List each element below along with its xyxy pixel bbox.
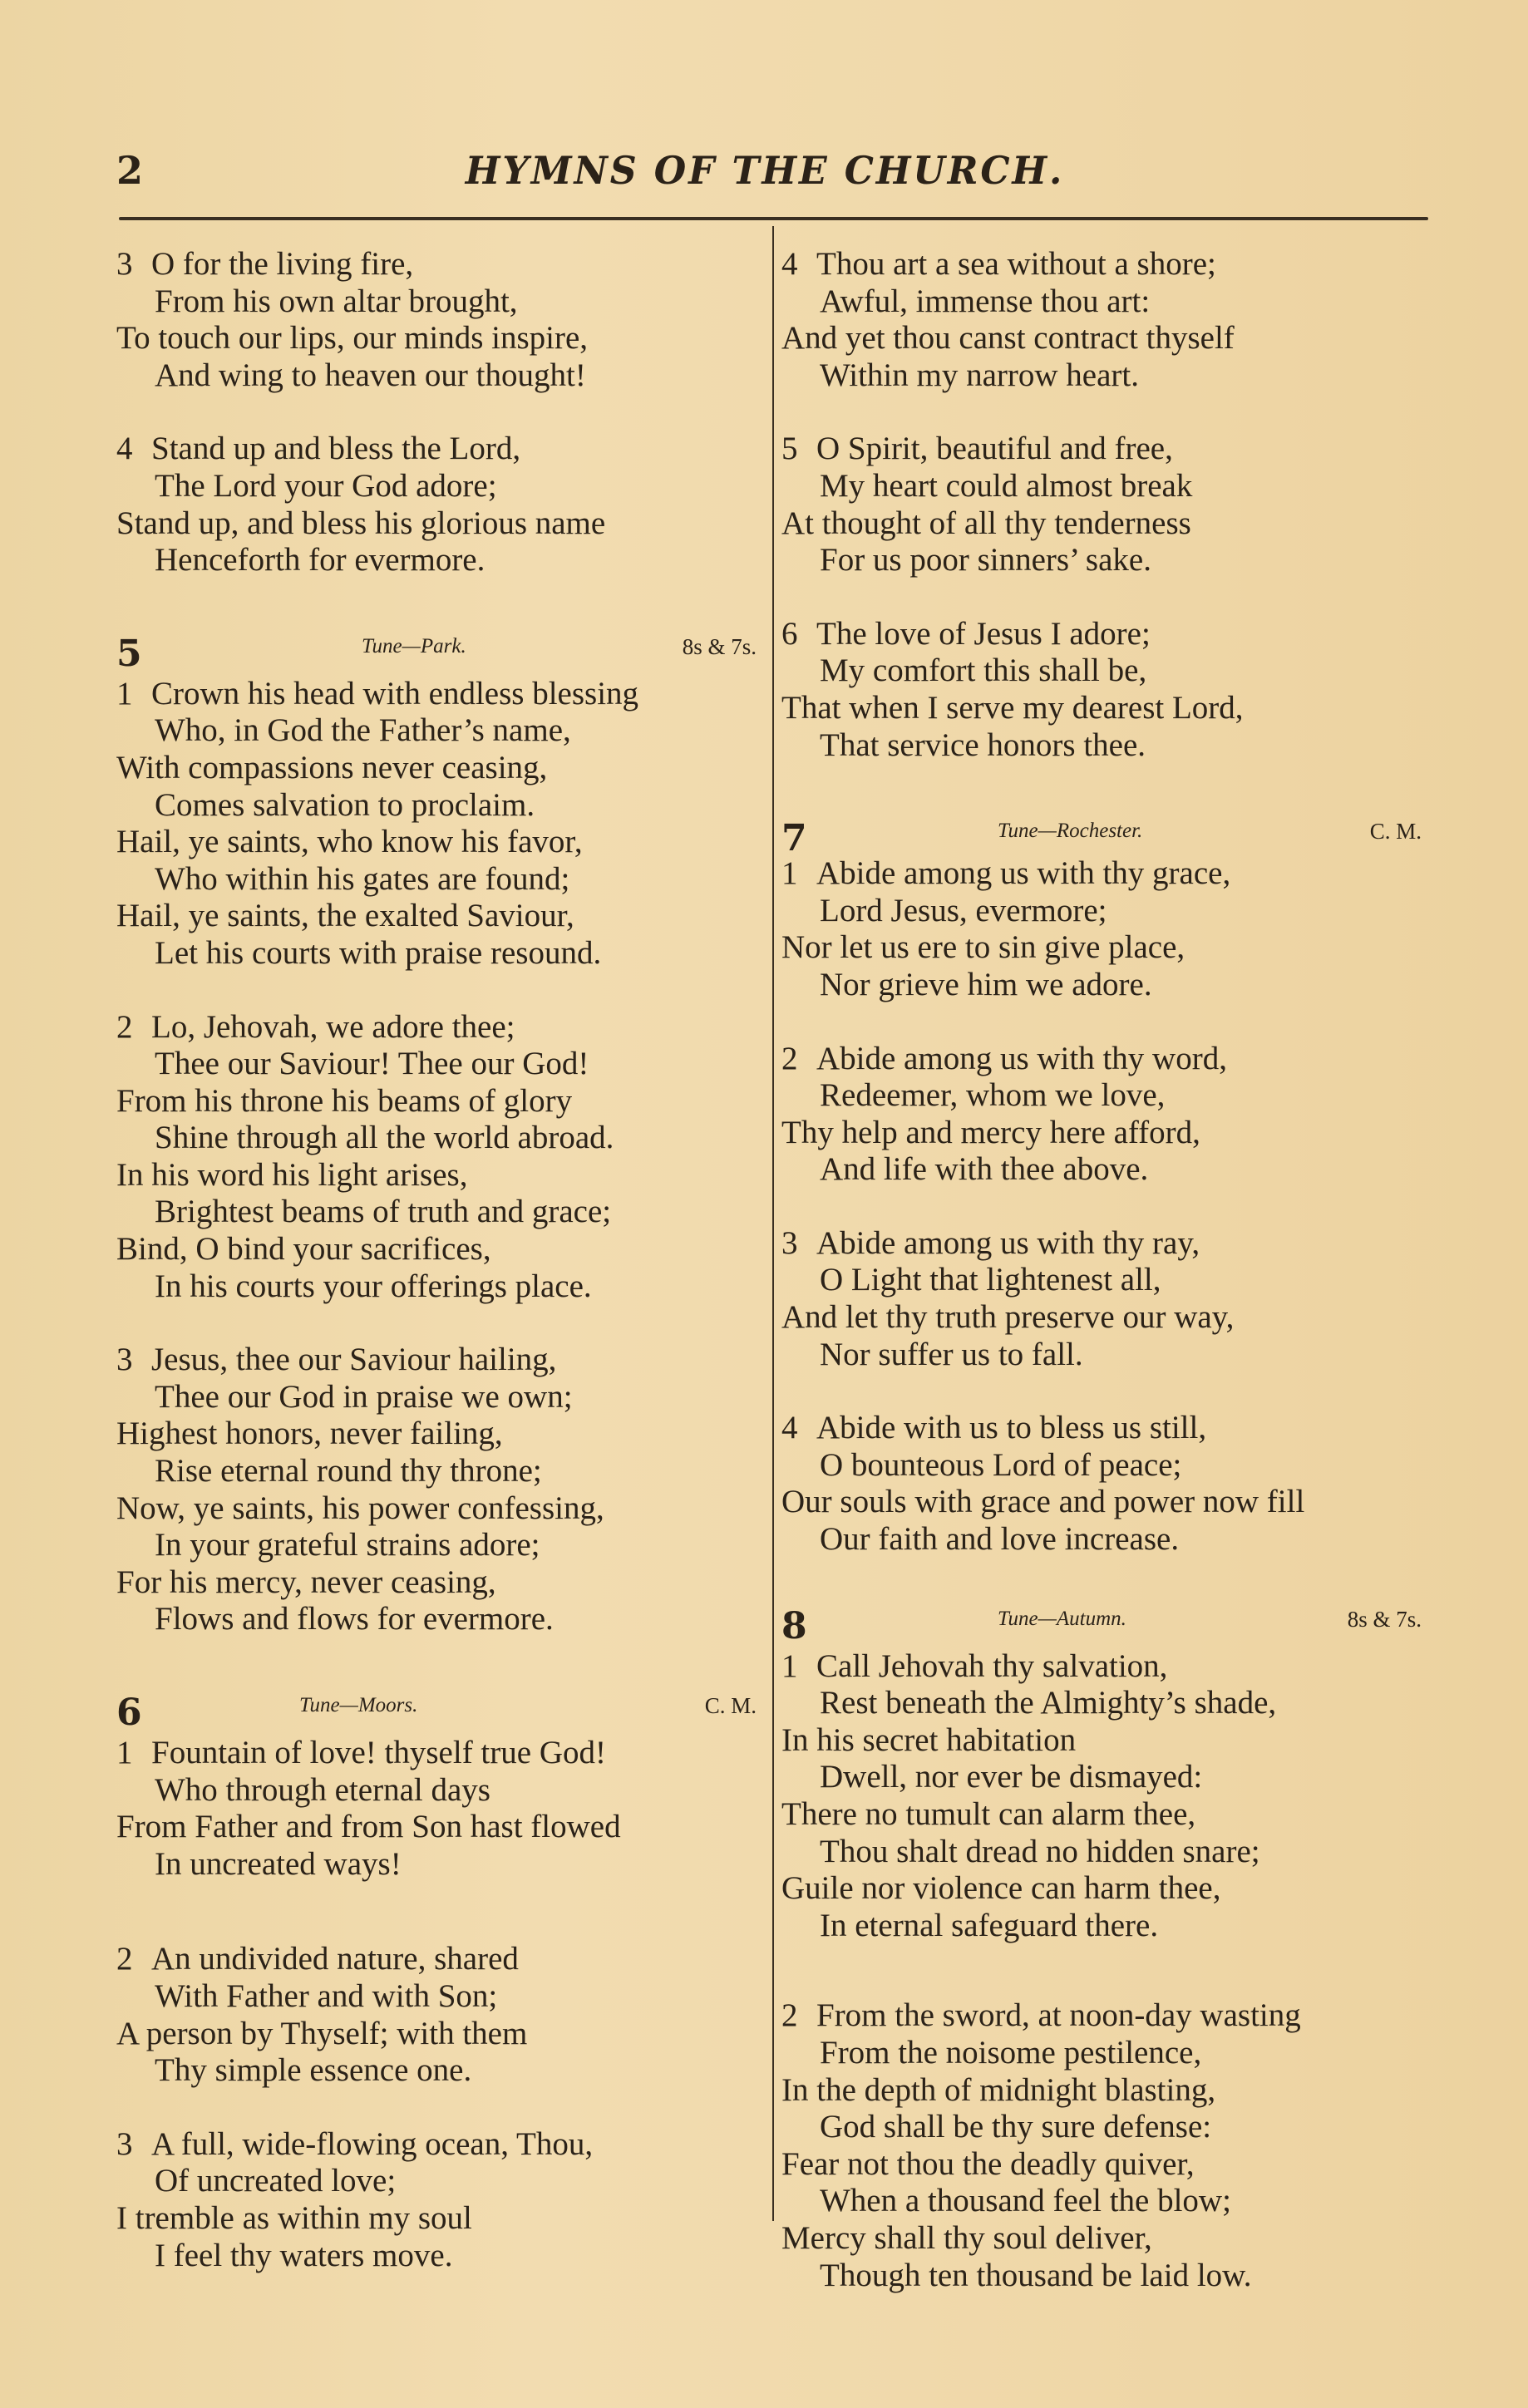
verse-line xyxy=(781,320,1430,357)
hymn-number: 5 xyxy=(116,632,142,675)
verse-line xyxy=(116,824,765,861)
verse-line-text: In eternal safeguard there. xyxy=(820,1907,1159,1943)
verse-line-text: From the sword, at noon-day wasting xyxy=(816,1997,1301,2034)
verse-line xyxy=(116,1809,765,1846)
verse-line xyxy=(116,320,765,357)
verse-line-text: When a thousand feel the blow; xyxy=(820,2183,1231,2219)
verse-line-text: Stand up, and bless his glorious name xyxy=(116,505,606,541)
verse-line xyxy=(781,1225,1430,1263)
verse xyxy=(781,855,1430,1003)
verse-line-text: Call Jehovah thy salvation, xyxy=(816,1647,1168,1684)
verse-line-text: Thee our God in praise we own; xyxy=(155,1378,573,1415)
verse-line xyxy=(781,1337,1430,1374)
verse-line-text: Mercy shall thy soul deliver, xyxy=(781,2219,1152,2256)
verse-line-text: The love of Jesus I adore; xyxy=(816,615,1151,652)
verse-line xyxy=(781,1908,1430,1945)
verse-line xyxy=(781,616,1430,653)
verse-line xyxy=(781,1262,1430,1299)
verse-line xyxy=(116,246,765,283)
verse-line-text: My heart could almost break xyxy=(820,467,1193,504)
verse-number: 2 xyxy=(781,1040,798,1076)
verse-line xyxy=(116,861,765,899)
verse-line-text: Who within his gates are found; xyxy=(155,860,570,897)
verse xyxy=(781,1225,1430,1373)
verse-line xyxy=(116,1601,765,1638)
verse-number: 4 xyxy=(781,246,798,282)
verse-line-text: In uncreated ways! xyxy=(155,1845,402,1882)
verse-number: 4 xyxy=(781,1410,798,1446)
verse-line-text: Our faith and love increase. xyxy=(820,1521,1180,1558)
verse-line-text: Nor suffer us to fall. xyxy=(820,1336,1083,1372)
verse-line xyxy=(116,1046,765,1083)
verse-line xyxy=(116,1941,765,1978)
header-rule xyxy=(119,217,1428,220)
verse-line-text: Though ten thousand be laid low. xyxy=(820,2257,1252,2293)
verse-line xyxy=(781,2109,1430,2146)
verse-line xyxy=(116,1564,765,1602)
verse-line xyxy=(116,542,765,579)
verse-line xyxy=(116,1342,765,1379)
verse-line xyxy=(781,246,1430,283)
verse-line xyxy=(781,283,1430,321)
verse-line xyxy=(781,1685,1430,1722)
running-title: HYMNS OF THE CHURCH. xyxy=(465,148,1065,193)
right-column xyxy=(781,246,1430,2331)
verse-line-text: Let his courts with praise resound. xyxy=(155,934,602,971)
verse-line xyxy=(116,1379,765,1416)
verse-line xyxy=(116,1453,765,1490)
verse-line-text: My comfort this shall be, xyxy=(820,652,1147,689)
verse-line-text: From Father and from Son hast flowed xyxy=(116,1809,621,1845)
verse-number: 3 xyxy=(116,1342,133,1378)
hymn-number: 8 xyxy=(781,1604,807,1647)
verse-line-text: Guile nor violence can harm thee, xyxy=(781,1870,1221,1907)
verse-line-text: At thought of all thy tenderness xyxy=(781,505,1191,541)
verse-line xyxy=(116,1194,765,1231)
verse-line xyxy=(116,1268,765,1306)
verse-line-text: With Father and with Son; xyxy=(155,1977,498,2014)
verse-line xyxy=(116,1735,765,1772)
verse-line xyxy=(781,652,1430,690)
verse-number: 1 xyxy=(116,1735,133,1770)
verse-line xyxy=(116,898,765,935)
verse xyxy=(116,1009,765,1306)
verse-line xyxy=(116,2163,765,2200)
verse-line-text: Fountain of love! thyself true God! xyxy=(151,1735,606,1770)
verse-line-text: Thou shalt dread no hidden snare; xyxy=(820,1833,1260,1869)
verse-line-text: Bind, O bind your sacrifices, xyxy=(116,1231,491,1268)
verse-line xyxy=(116,1120,765,1157)
verse-line xyxy=(116,750,765,787)
verse-line xyxy=(116,505,765,543)
verse-line xyxy=(781,1796,1430,1834)
verse-line-text: God shall be thy sure defense: xyxy=(820,2109,1212,2145)
hymn-meter: C. M. xyxy=(1369,819,1422,845)
verse-line-text: Lord Jesus, evermore; xyxy=(820,892,1107,928)
verse-line-text: Within my narrow heart. xyxy=(820,357,1139,393)
verse-line-text: Shine through all the world abroad. xyxy=(155,1120,614,1156)
hymn-tune: Tune—Moors. xyxy=(299,1694,418,1716)
verse-line xyxy=(116,1009,765,1046)
verse-line-text: Thee our Saviour! Thee our God! xyxy=(155,1046,589,1082)
verse-line xyxy=(781,468,1430,505)
verse-line-text: And life with thee above. xyxy=(820,1151,1149,1188)
verse-line xyxy=(116,1978,765,2016)
hymn-meter: 8s & 7s. xyxy=(1347,1606,1422,1632)
verse-line xyxy=(781,855,1430,893)
verse-line-text: There no tumult can alarm thee, xyxy=(781,1796,1196,1832)
verse-line xyxy=(781,505,1430,543)
verse-line xyxy=(781,1077,1430,1115)
verse-line xyxy=(781,893,1430,930)
verse-line-text: Rest beneath the Almighty’s shade, xyxy=(820,1685,1277,1721)
hymn-5 xyxy=(116,633,765,1638)
verse-line-text: Hail, ye saints, who know his favor, xyxy=(116,824,583,860)
verse-line-text: Jesus, thee our Saviour hailing, xyxy=(151,1342,557,1378)
verse-line-text: Brightest beams of truth and grace; xyxy=(155,1194,612,1230)
verse-line xyxy=(781,1722,1430,1760)
verse-line-text: Now, ye saints, his power confessing, xyxy=(116,1490,604,1526)
verse xyxy=(116,2126,765,2274)
column-divider xyxy=(772,226,774,2221)
verse-line xyxy=(781,1521,1430,1559)
verse-number: 3 xyxy=(116,246,133,282)
verse-line xyxy=(781,1447,1430,1485)
verse-line-text: I tremble as within my soul xyxy=(116,2199,472,2236)
verse-number: 4 xyxy=(116,431,133,467)
verse-line-text: That service honors thee. xyxy=(820,726,1146,763)
verse-line-text: From the noisome pestilence, xyxy=(820,2034,1202,2071)
verse-number: 1 xyxy=(116,675,133,712)
verse-line xyxy=(116,1157,765,1194)
verse-line xyxy=(781,1151,1430,1189)
verse-line xyxy=(781,2220,1430,2258)
verse-line-text: With compassions never ceasing, xyxy=(116,749,548,785)
verse-line xyxy=(781,2146,1430,2184)
hymn-7 xyxy=(781,817,1430,1559)
verse-line xyxy=(116,1416,765,1453)
verse-line-text: Highest honors, never failing, xyxy=(116,1416,503,1452)
verse-line xyxy=(116,676,765,713)
verse-number: 2 xyxy=(116,1941,133,1977)
verse-line xyxy=(116,1083,765,1120)
verse xyxy=(781,1410,1430,1558)
verse-line-text: And yet thou canst contract thyself xyxy=(781,320,1235,357)
verse-line xyxy=(116,468,765,505)
verse-line-text: Thy simple essence one. xyxy=(155,2052,472,2089)
verse-line-text: Henceforth for evermore. xyxy=(155,542,486,579)
verse-line-text: Crown his head with endless blessing xyxy=(151,675,639,712)
verse-line-text: I feel thy waters move. xyxy=(155,2237,453,2273)
verse-number: 6 xyxy=(781,615,798,652)
verse-line-text: Abide among us with thy grace, xyxy=(816,855,1231,892)
verse-line xyxy=(781,2258,1430,2295)
verse-line-text: To touch our lips, our minds inspire, xyxy=(116,320,589,357)
verse xyxy=(116,431,765,579)
verse-line xyxy=(781,2183,1430,2220)
verse-line-text: Rise eternal round thy throne; xyxy=(155,1453,542,1490)
verse-line-text: Who, in God the Father’s name, xyxy=(155,712,571,749)
verse-line-text: Lo, Jehovah, we adore thee; xyxy=(151,1008,515,1045)
verse-line-text: And let thy truth preserve our way, xyxy=(781,1299,1235,1336)
verse-line-text: For his mercy, never ceasing, xyxy=(116,1563,496,1600)
verse-line xyxy=(781,1299,1430,1337)
verse-line xyxy=(781,1410,1430,1447)
verse-line xyxy=(781,1041,1430,1078)
verse-line xyxy=(116,1846,765,1884)
hymn-8 xyxy=(781,1605,1430,2295)
verse-line-text: Abide with us to bless us still, xyxy=(816,1410,1207,1446)
verse-line-text: From his throne his beams of glory xyxy=(116,1082,573,1119)
left-column xyxy=(116,246,765,2311)
verse-line xyxy=(781,357,1430,395)
verse-line-text: An undivided nature, shared xyxy=(151,1941,519,1977)
verse-line xyxy=(781,1997,1430,2035)
hymn-meter: 8s & 7s. xyxy=(682,633,757,659)
verse xyxy=(116,246,765,394)
verse-line-text: In his word his light arises, xyxy=(116,1156,468,1193)
verse xyxy=(781,616,1430,764)
verse-line xyxy=(116,1490,765,1528)
verse-line xyxy=(781,2035,1430,2072)
verse-line-text: Nor grieve him we adore. xyxy=(820,966,1152,1002)
verse-line-text: Thou art a sea without a shore; xyxy=(816,246,1216,282)
verse-line-text: O Light that lightenest all, xyxy=(820,1262,1161,1298)
verse xyxy=(781,431,1430,579)
verse-line-text: Nor let us ere to sin give place, xyxy=(781,929,1185,966)
verse xyxy=(116,1342,765,1638)
hymn-number: 7 xyxy=(781,817,807,860)
verse-line xyxy=(116,1231,765,1268)
verse-line-text: Fear not thou the deadly quiver, xyxy=(781,2145,1195,2182)
hymn-tune: Tune—Rochester. xyxy=(998,820,1143,843)
verse-line xyxy=(781,542,1430,579)
verse-line xyxy=(116,935,765,973)
verse xyxy=(116,1941,765,2089)
verse-line-text: In his courts your offerings place. xyxy=(155,1268,592,1304)
verse-number: 1 xyxy=(781,1647,798,1684)
verse-line-text: O bounteous Lord of peace; xyxy=(820,1446,1182,1483)
verse-line-text: In the depth of midnight blasting, xyxy=(781,2071,1216,2108)
verse-line xyxy=(781,1115,1430,1152)
verse-line xyxy=(116,283,765,321)
verse xyxy=(781,246,1430,394)
verse-line xyxy=(116,2052,765,2090)
verse-line xyxy=(781,1870,1430,1908)
verse-line-text: From his own altar brought, xyxy=(155,283,518,319)
verse-line-text: Our souls with grace and power now fill xyxy=(781,1484,1305,1520)
verse-line xyxy=(781,1484,1430,1521)
verse-line xyxy=(781,1834,1430,1871)
verse xyxy=(781,1041,1430,1189)
verse-line xyxy=(116,2200,765,2238)
page-number: 2 xyxy=(116,148,144,193)
hymn-6 xyxy=(116,1692,765,2274)
hymn-tune: Tune—Park. xyxy=(362,634,466,657)
verse-line xyxy=(116,431,765,468)
verse-number: 1 xyxy=(781,855,798,892)
verse-line xyxy=(781,929,1430,967)
verse xyxy=(781,1648,1430,1945)
verse-line-text: Abide among us with thy ray, xyxy=(816,1224,1200,1261)
hymn-heading xyxy=(116,1692,765,1735)
verse-line-text: Thy help and mercy here afford, xyxy=(781,1114,1200,1150)
verse-line-text: And wing to heaven our thought! xyxy=(155,357,586,393)
verse xyxy=(116,1735,765,1883)
hymn-heading xyxy=(116,633,765,676)
verse-line xyxy=(781,2072,1430,2110)
verse-line xyxy=(116,357,765,395)
verse-line-text: O for the living fire, xyxy=(151,246,414,282)
verse-line-text: In your grateful strains adore; xyxy=(155,1527,540,1563)
verse-line xyxy=(781,690,1430,727)
verse-line xyxy=(116,2238,765,2275)
verse-line-text: Redeemer, whom we love, xyxy=(820,1077,1166,1114)
verse-line-text: Dwell, nor ever be dismayed: xyxy=(820,1759,1203,1795)
hymn-heading xyxy=(781,817,1430,860)
verse-number: 2 xyxy=(781,1997,798,2034)
verse-number: 5 xyxy=(781,431,798,467)
verse-line xyxy=(116,2126,765,2164)
verse-line-text: Awful, immense thou art: xyxy=(820,283,1151,319)
verse-number: 3 xyxy=(781,1224,798,1261)
verse-line xyxy=(781,1759,1430,1796)
verse-number: 2 xyxy=(116,1008,133,1045)
verse-line xyxy=(781,727,1430,765)
verse-line-text: Stand up and bless the Lord, xyxy=(151,431,521,467)
verse-line xyxy=(116,2016,765,2053)
verse-line xyxy=(116,787,765,825)
verse-line-text: A full, wide-flowing ocean, Thou, xyxy=(151,2125,594,2162)
verse-line xyxy=(781,1648,1430,1686)
verse-line-text: In his secret habitation xyxy=(781,1721,1077,1758)
verse-line-text: Comes salvation to proclaim. xyxy=(155,786,535,823)
verse xyxy=(781,1997,1430,2294)
hymn-heading xyxy=(781,1605,1430,1648)
verse-line-text: That when I serve my dearest Lord, xyxy=(781,689,1244,726)
verse-line-text: Who through eternal days xyxy=(155,1771,490,1808)
verse-line-text: O Spirit, beautiful and free, xyxy=(816,431,1173,467)
verse-line-text: For us poor sinners’ sake. xyxy=(820,542,1151,579)
verse-number: 3 xyxy=(116,2125,133,2162)
verse xyxy=(116,676,765,973)
verse-line xyxy=(781,431,1430,468)
verse-line xyxy=(116,712,765,750)
verse-line-text: Abide among us with thy word, xyxy=(816,1040,1227,1076)
verse-line-text: Flows and flows for evermore. xyxy=(155,1601,554,1637)
hymn-number: 6 xyxy=(116,1692,142,1734)
verse-line-text: A person by Thyself; with them xyxy=(116,2015,528,2051)
verse-line-text: Of uncreated love; xyxy=(155,2163,397,2199)
verse-line xyxy=(116,1772,765,1810)
hymn-tune: Tune—Autumn. xyxy=(998,1607,1126,1630)
verse-line xyxy=(116,1527,765,1564)
verse-line xyxy=(781,967,1430,1004)
hymn-meter: C. M. xyxy=(704,1693,757,1718)
verse-line-text: The Lord your God adore; xyxy=(155,467,497,504)
verse-line-text: Hail, ye saints, the exalted Saviour, xyxy=(116,898,574,934)
